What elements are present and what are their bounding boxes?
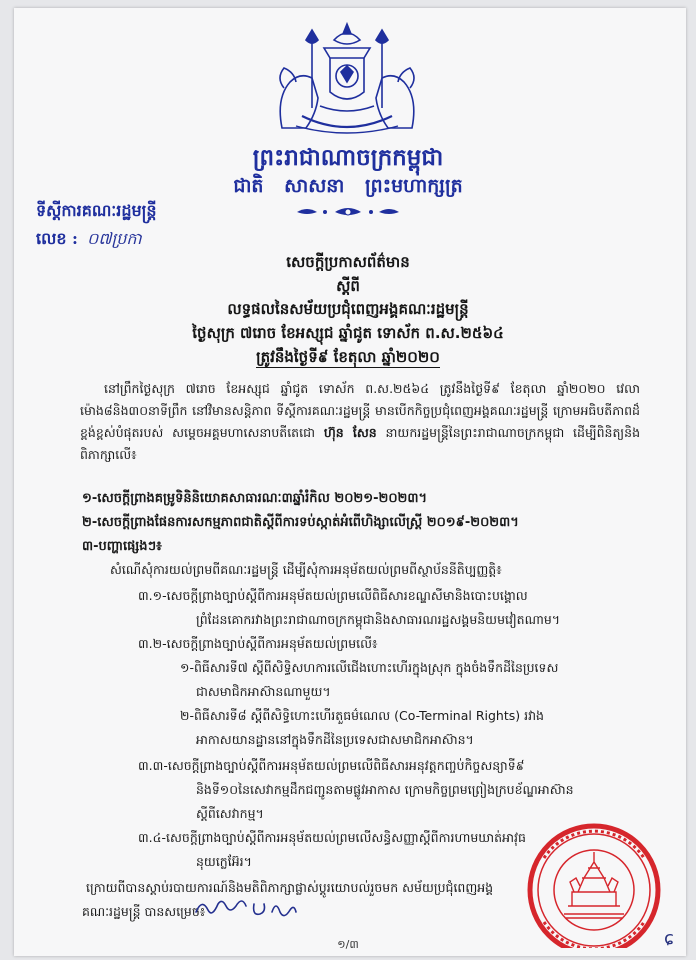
agenda-item: ១-សេចក្តីព្រាងគម្រូទិនិនិយោគសាធារណៈ៣ឆ្នាំរំកិល ២០២១-២០២៣។ (82, 491, 428, 506)
document-title: សេចក្តីប្រកាសព័ត៌មាន (286, 253, 410, 271)
item-line: ៣.១-សេចក្តីព្រាងច្បាប់ស្តីពីការអនុម័តយល់ព្រមលើពិធីសារខណ្ឌសីមានិងបោះបង្គោល (138, 588, 528, 603)
item-line: ១-ពិធីសារទី៧ ស្តីពីសិទ្ធិសហការលើជើងហោះហើរក្នុងស្រុក ក្នុងចំងទឹកដីនៃប្រទេស (180, 660, 559, 675)
item-line: ៣.២-សេចក្តីព្រាងច្បាប់ស្តីពីការអនុម័តយល់ព្រមលើ៖ (138, 636, 378, 651)
intro-text-continued: នាយករដ្ឋមន្ត្រីនៃព្រះរាជាណាចក្រកម្ពុជា ដើម្បីពិនិត្យនិងពិភាក្សាលើ៖ (80, 425, 641, 462)
title-subject: លទ្ធផលនៃសម័យប្រជុំពេញអង្គគណៈរដ្ឋមន្ត្រី (227, 300, 469, 318)
title-concerning: ស្តីពី (336, 277, 360, 295)
title-lunar-date: ថ្ងៃសុក្រ ៧រោច ខែអស្សុជ ឆ្នាំជូត ទោស័ក ព.ស.២៥៦៤ (192, 324, 504, 342)
item-line: នុយក្លេអ៊ែរ។ (196, 854, 252, 869)
official-red-seal (508, 818, 680, 948)
title-gregorian-date-text: ត្រូវនឹងថ្ងៃទី៩ ខែតុលា ឆ្នាំ២០២០ (256, 348, 440, 366)
issuing-ministry: ទីស្តីការគណៈរដ្ឋមន្ត្រី (36, 201, 157, 220)
item-line: ជាសមាជិកអាស៊ានណាមួយ។ (196, 684, 331, 699)
decorative-divider-ornament (293, 204, 403, 220)
agenda-item: ២-សេចក្តីព្រាងផែនការសកម្មភាពជាតិស្តីពីការទប់ស្កាត់អំពើហិង្សាលើស្ត្រី ២០១៩-២០២៣។ (82, 515, 519, 530)
intro-paragraph (80, 378, 640, 466)
intro-text: នៅព្រឹកថ្ងៃសុក្រ ៧រោច ខែអស្សុជ ឆ្នាំជូត ទោស័ក ព.ស.២៥៦៤ ត្រូវនឹងថ្ងៃទី៩ ខែតុលា ឆ្នាំ២០២០ វេលាម៉ោង៨និង៣០នាទីព្រឹក នៅវិមានសន្តិភាព ទីស្តីការគណៈរដ្ឋមន្ត្រី មានបើកកិច្ចប្រជុំពេញអង្គគណៈរដ្ឋមន្ត្រី ក្រោមអធិបតីភាពដ៏ខ្ពង់ខ្ពស់បំផុតរបស់ សម្តេចអគ្គមហាសេនាបតីតេជោ (80, 381, 640, 440)
reference-number (36, 228, 142, 252)
closing-line-2: គណៈរដ្ឋមន្ត្រី បានសម្រេច៖ (82, 904, 206, 919)
royal-coat-of-arms-emblem (262, 18, 432, 136)
page-number: ១/៣ (337, 938, 359, 951)
national-motto: ជាតិ សាសនា ព្រះមហាក្សត្រ (233, 175, 463, 197)
closing-line-1: ក្រោយពីបានស្តាប់របាយការណ៍និងមតិពិភាក្សាផ្លាស់ប្តូរយោបល់រួចមក (86, 880, 403, 895)
handwritten-signature (192, 896, 302, 922)
title-gregorian-date (0, 348, 696, 370)
item-line: ២-ពិធីសារទី៨ ស្តីពីសិទ្ធិហោះហើរតួធម៌ណេល (Co-Terminal Rights) រវាង (180, 708, 544, 723)
closing-continuation: សម័យប្រជុំពេញអង្គ (402, 880, 494, 895)
closing-paragraph (82, 876, 556, 924)
reference-label: លេខ : (36, 229, 78, 248)
reference-value: ០៧ប្រកា (87, 229, 142, 248)
margin-initial-mark: ɕ (664, 928, 674, 949)
item-line: ៣.៤-សេចក្តីព្រាងច្បាប់ស្តីពីការអនុម័តយល់ព្រមលើសន្ធិសញ្ញាស្តីពីការហាមឃាត់អាវុធ (138, 830, 526, 845)
item-line: ៣.៣-សេចក្តីព្រាងច្បាប់ស្តីពីការអនុម័តយល់ព្រមលើពិធីសារអនុវត្តកញ្ចប់កិច្ចសន្យាទី៩ (138, 758, 525, 773)
agenda-item: ៣-បញ្ហាផ្សេងៗ៖ (82, 539, 162, 554)
item-line: និងទី១០នៃសេវាកម្មដឹកជញ្ជូនតាមផ្លូវអាកាស ក្រោមកិច្ចព្រមព្រៀងក្របខ័ណ្ឌអាស៊ាន (196, 782, 574, 797)
item-line: ព្រំដែនគោករវាងព្រះរាជាណាចក្រកម្ពុជានិងសាធារណរដ្ឋសង្គមនិយមវៀតណាម។ (196, 612, 561, 627)
kingdom-heading: ព្រះរាជាណាចក្រកម្ពុជា (252, 144, 444, 171)
prime-minister-name: ហ៊ុន សែន (323, 425, 377, 440)
request-text: សំណើសុំការយល់ព្រមពីគណៈរដ្ឋមន្ត្រី ដើម្បីសុំការអនុម័តយល់ព្រមពីស្ថាប័ននីតិប្បញ្ញត្តិ៖ (110, 562, 502, 577)
item-line: ស្តីពីសេវាកម្ម។ (196, 806, 264, 821)
item-line: អាកាសយានដ្ឋាននៅក្នុងទឹកដីនៃប្រទេសជាសមាជិកអាស៊ាន។ (196, 732, 474, 747)
